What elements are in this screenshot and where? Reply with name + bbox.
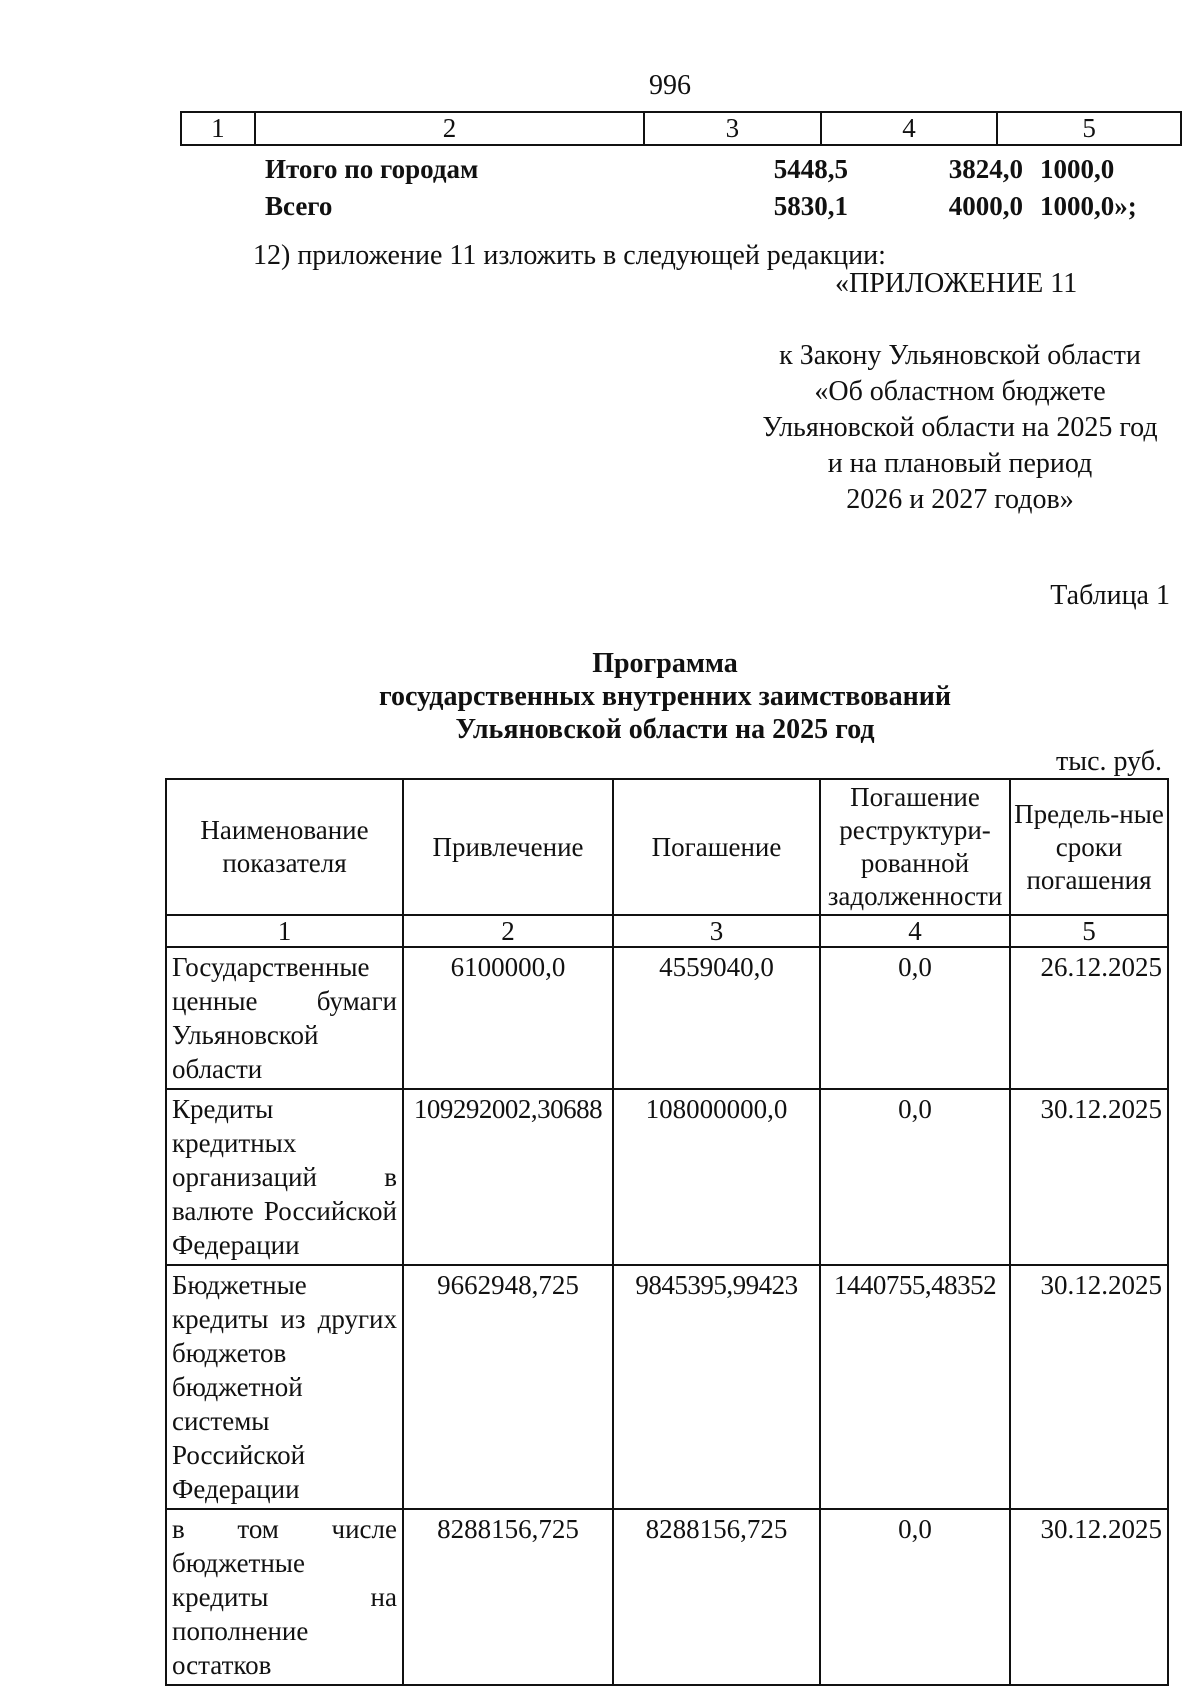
row-name: Государственные ценные бумаги Ульяновской области <box>166 947 403 1089</box>
repay-value: 108000000,0 <box>613 1089 820 1265</box>
total-value: 5448,5 <box>773 154 848 184</box>
attract-value: 9662948,725 <box>403 1265 613 1509</box>
deadline-value: 26.12.2025 <box>1010 947 1168 1089</box>
deadline-value: 30.12.2025 <box>1010 1509 1168 1685</box>
law-reference <box>740 338 1180 518</box>
total-row-cities <box>265 154 1145 188</box>
borrowing-program-table <box>165 778 1169 1686</box>
law-reference-line: 2026 и 2027 годов» <box>846 484 1074 515</box>
header-row <box>166 779 1168 915</box>
repay-value: 8288156,725 <box>613 1509 820 1685</box>
deadline-value: 30.12.2025 <box>1010 1265 1168 1509</box>
title-line: государственных внутренних заимствований <box>378 681 952 712</box>
table-title <box>170 647 1160 746</box>
appendix-label: «ПРИЛОЖЕНИЕ 11 <box>835 268 1078 299</box>
col-number: 4 <box>821 112 998 145</box>
restructured-value: 0,0 <box>820 1509 1010 1685</box>
header-cell: Погашение <box>613 779 820 915</box>
column-number-row <box>166 915 1168 947</box>
law-reference-line: к Закону Ульяновской области <box>779 340 1141 371</box>
col-number: 1 <box>181 112 255 145</box>
unit-label: тыс. руб. <box>1056 746 1162 777</box>
total-label: Всего <box>265 191 333 221</box>
total-value: 5830,1 <box>773 191 848 221</box>
total-value: 1000,0»; <box>1040 191 1137 221</box>
col-number: 2 <box>255 112 644 145</box>
table-row <box>166 947 1168 1089</box>
col-number: 4 <box>820 915 1010 947</box>
header-cell: Предель-ные сроки погашения <box>1010 779 1168 915</box>
title-line: Программа <box>592 648 738 679</box>
repay-value: 4559040,0 <box>613 947 820 1089</box>
law-reference-line: «Об областном бюджете <box>814 376 1106 407</box>
attract-value: 8288156,725 <box>403 1509 613 1685</box>
law-reference-line: Ульяновской области на 2025 год <box>762 412 1158 443</box>
header-cell: Наименование показателя <box>166 779 403 915</box>
total-value: 4000,0 <box>948 191 1023 221</box>
total-value: 1000,0 <box>1040 154 1115 184</box>
attract-value: 6100000,0 <box>403 947 613 1089</box>
page-number: 996 <box>649 70 691 101</box>
header-cell: Погашение реструктури-рованной задолженности <box>820 779 1010 915</box>
total-value: 3824,0 <box>948 154 1023 184</box>
continuation-table-header <box>180 111 1182 146</box>
header-cell: Привлечение <box>403 779 613 915</box>
restructured-value: 0,0 <box>820 1089 1010 1265</box>
title-line: Ульяновской области на 2025 год <box>455 714 875 745</box>
table-row <box>166 1509 1168 1685</box>
row-name: Бюджетные кредиты из других бюджетов бюджетной системы Российской Федерации <box>166 1265 403 1509</box>
restructured-value: 0,0 <box>820 947 1010 1089</box>
col-number: 3 <box>613 915 820 947</box>
law-reference-line: и на плановый период <box>827 448 1093 479</box>
table-row <box>166 1089 1168 1265</box>
row-name: в том числе бюджетные кредиты на пополнение остатков <box>166 1509 403 1685</box>
col-number: 1 <box>166 915 403 947</box>
col-number: 5 <box>1010 915 1168 947</box>
deadline-value: 30.12.2025 <box>1010 1089 1168 1265</box>
col-number: 2 <box>403 915 613 947</box>
total-row-all <box>265 191 1145 225</box>
col-number: 3 <box>644 112 821 145</box>
amendment-text: 12) приложение 11 изложить в следующей редакции: <box>253 240 886 271</box>
table-label: Таблица 1 <box>1050 580 1170 611</box>
table-row <box>166 1265 1168 1509</box>
total-label: Итого по городам <box>265 154 479 184</box>
row-name: Кредиты кредитных организаций в валюте Российской Федерации <box>166 1089 403 1265</box>
restructured-value: 1440755,48352 <box>820 1265 1010 1509</box>
repay-value: 9845395,99423 <box>613 1265 820 1509</box>
col-number: 5 <box>997 112 1181 145</box>
attract-value: 109292002,30688 <box>403 1089 613 1265</box>
